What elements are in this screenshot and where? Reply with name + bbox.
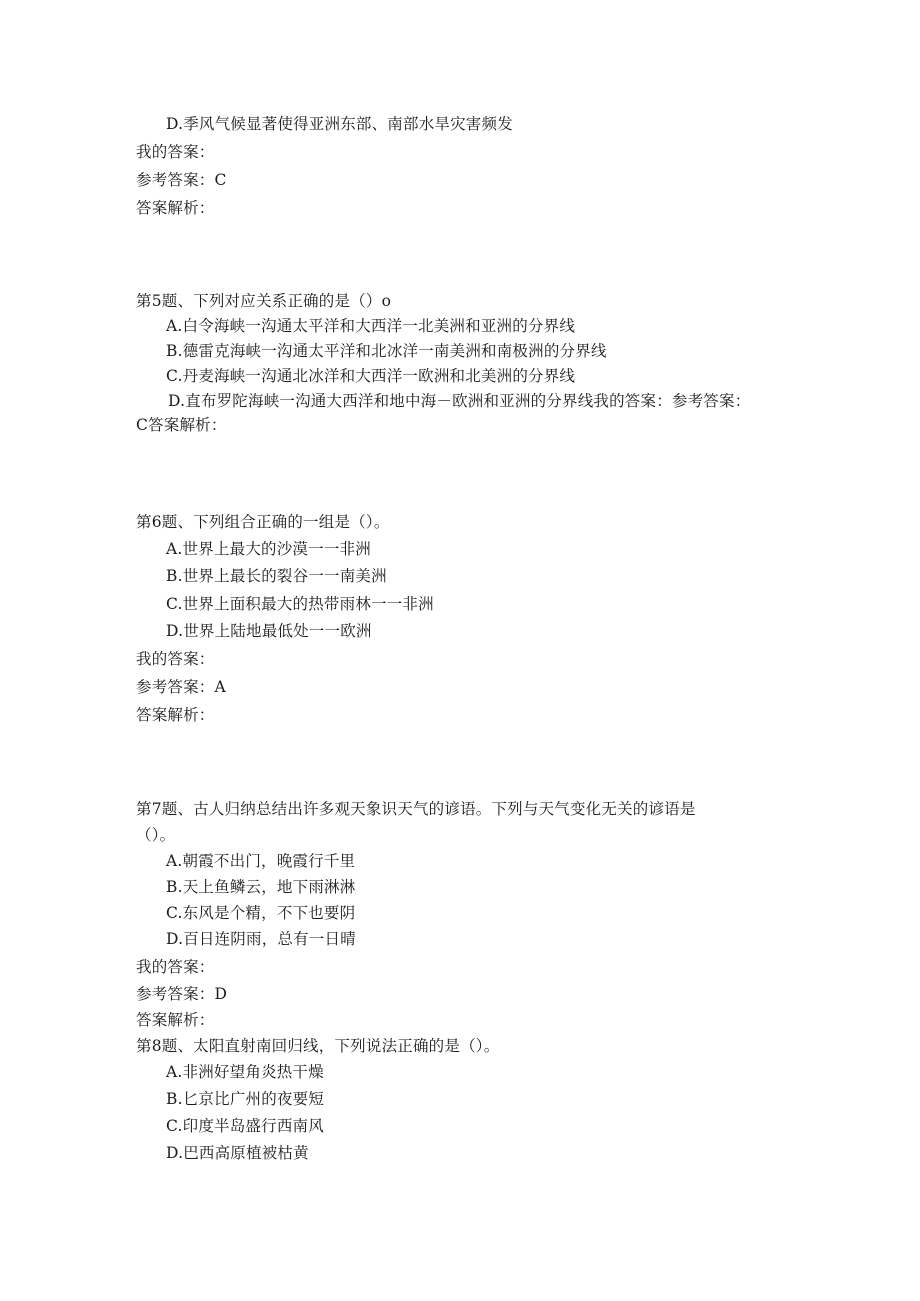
q6-analysis: 答案解析：	[136, 706, 215, 724]
q6-option-c: C.世界上面积最大的热带雨林一一非洲	[166, 595, 434, 613]
q7-option-c: C.东风是个精，不下也要阴	[166, 904, 356, 922]
q5-answer-analysis: C答案解析：	[136, 416, 227, 434]
q5-option-b: B.德雷克海峡一沟通太平洋和北冰洋一南美洲和南极洲的分界线	[166, 342, 607, 360]
q5-title: 第5题、下列对应关系正确的是（）o	[136, 292, 392, 310]
q4-reference-answer: 参考答案：C	[136, 171, 227, 189]
q7-my-answer: 我的答案：	[136, 958, 215, 976]
q7-title-cont: （）。	[136, 826, 176, 844]
q4-analysis: 答案解析：	[136, 199, 215, 217]
q6-my-answer: 我的答案：	[136, 650, 215, 668]
q6-title: 第6题、下列组合正确的一组是（）。	[136, 513, 390, 531]
q8-title: 第8题、太阳直射南回归线，下列说法正确的是（）。	[136, 1037, 500, 1055]
q5-option-c: C.丹麦海峡一沟通北冰洋和大西洋一欧洲和北美洲的分界线	[166, 367, 576, 385]
q6-option-d: D.世界上陆地最低处一一欧洲	[166, 622, 372, 640]
q5-option-a: A.白令海峡一沟通太平洋和大西洋一北美洲和亚洲的分界线	[166, 317, 576, 335]
q7-option-a: A.朝霞不出门，晚霞行千里	[166, 852, 356, 870]
q7-reference-answer: 参考答案：D	[136, 985, 228, 1003]
q6-option-b: B.世界上最长的裂谷一一南美洲	[166, 567, 387, 585]
q7-title: 第7题、古人归纳总结出许多观天象识天气的谚语。下列与天气变化无关的谚语是	[136, 800, 696, 818]
q6-reference-answer: 参考答案：A	[136, 678, 226, 696]
q8-option-b: B.匕京比广州的夜要短	[166, 1090, 325, 1108]
q8-option-c: C.印度半岛盛行西南风	[166, 1117, 324, 1135]
q7-analysis: 答案解析：	[136, 1011, 215, 1029]
q4-my-answer: 我的答案：	[136, 143, 215, 161]
q4-option-d: D.季风气候显著使得亚洲东部、南部水旱灾害频发	[166, 115, 513, 133]
q7-option-b: B.天上鱼鳞云，地下雨淋淋	[166, 878, 356, 896]
q8-option-a: A.非洲好望角炎热干燥	[166, 1063, 324, 1081]
q6-option-a: A.世界上最大的沙漠一一非洲	[166, 540, 371, 558]
q5-option-d: D.直布罗陀海峡一沟通大西洋和地中海－欧洲和亚洲的分界线我的答案：参考答案：	[168, 392, 751, 410]
q7-option-d: D.百日连阴雨，总有一日晴	[166, 930, 356, 948]
q8-option-d: D.巴西高原植被枯黄	[166, 1144, 309, 1162]
